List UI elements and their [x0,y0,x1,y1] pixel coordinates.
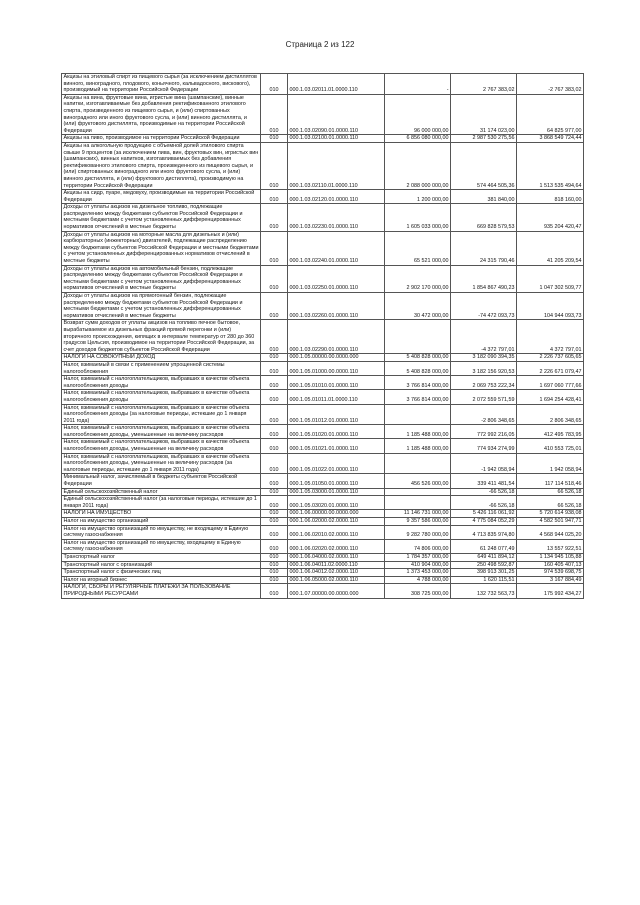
row-code-cell: 010 [261,94,288,135]
row-kbk-cell: 000.1.03.02230.01.0000.110 [288,204,385,231]
row-kbk-cell: 000.1.05.01022.01.0000.110 [288,453,385,474]
row-kbk-cell: 000.1.05.01050.01.0000.110 [288,474,385,488]
row-code-cell: 010 [261,231,288,265]
row-diff-cell: 1 513 535 494,64 [517,142,584,189]
row-diff-cell: 41 205 209,54 [517,231,584,265]
row-kbk-cell: 000.1.03.02260.01.0000.110 [288,293,385,320]
revenue-table [61,73,584,599]
row-diff-cell: 4 372 797,01 [517,320,584,354]
table-row [62,190,584,204]
row-diff-cell: 104 944 093,73 [517,293,584,320]
row-kbk-cell: 000.1.03.02250.01.0000.110 [288,265,385,292]
row-code-cell: 010 [261,135,288,143]
table-row [62,518,584,526]
row-name-cell: Акцизы на алкогольную продукцию с объемной долей этилового спирта свыше 9 процентов (за исключением пива, вин, фруктовых вин, игристых вин (шампанских), винных напитков, изготавливаемых без добавления ректификованного этилового спирта, произведенного из пищевого сырья, и (или) спиртованных виноградного или иного фруктового сусла, и (или) винного дистиллята, и (или) фруктового дистиллята), производимую на территории Российской Федерации [62,142,261,189]
row-plan-cell [385,453,451,474]
row-code-cell: 010 [261,439,288,453]
row-fact-cell: 24 315 790,46 [451,231,517,265]
row-fact-cell: -66 526,18 [451,488,517,496]
table-row [62,553,584,561]
row-kbk-cell: 000.1.05.00000.00.0000.000 [288,354,385,362]
row-code-cell: 010 [261,404,288,425]
row-code-cell: 010 [261,561,288,569]
row-plan-cell: 9 282 780 000,00 [385,525,451,539]
table-row [62,135,584,143]
row-fact-cell: 774 934 274,99 [451,439,517,453]
table-row [62,496,584,510]
row-code-cell: 010 [261,584,288,598]
row-diff-cell: 2 806 348,65 [517,404,584,425]
table-row [62,231,584,265]
row-fact-cell: 2 069 753 222,34 [451,376,517,390]
row-code-cell: 010 [261,525,288,539]
row-diff-cell: 974 539 698,75 [517,569,584,577]
row-plan-cell: 2 088 000 000,00 [385,142,451,189]
table-row [62,361,584,375]
row-name-cell: Доходы от уплаты акцизов на автомобильный бензин, подлежащие распределению между бюджетами субъектов Российской Федерации и местными бюджетами с учетом установленных дифференцированных нормативов отчислений в местные бюджеты [62,265,261,292]
row-name-cell: Налог на игорный бизнес [62,576,261,584]
row-name-cell: Единый сельскохозяйственный налог [62,488,261,496]
row-name-cell: Налог, взимаемый с налогоплательщиков, выбравших в качестве объекта налогообложения доходы, уменьшенные на величину расходов [62,439,261,453]
row-diff-cell: 2 226 671 079,47 [517,361,584,375]
row-fact-cell: -1 942 058,94 [451,453,517,474]
row-code-cell: 010 [261,496,288,510]
row-plan-cell: 2 902 170 000,00 [385,265,451,292]
row-plan-cell: 6 856 080 000,00 [385,135,451,143]
row-plan-cell: 65 521 000,00 [385,231,451,265]
row-code-cell: 010 [261,390,288,404]
row-name-cell: Налог, взимаемый с налогоплательщиков, выбравших в качестве объекта налогообложения доходы, уменьшенные на величину расходов [62,425,261,439]
row-code-cell: 010 [261,320,288,354]
row-kbk-cell: 000.1.03.02120.01.0000.110 [288,190,385,204]
row-fact-cell: 3 182 156 920,53 [451,361,517,375]
table-row [62,404,584,425]
row-fact-cell: 1 854 867 490,23 [451,265,517,292]
row-diff-cell: 1 697 060 777,66 [517,376,584,390]
row-plan-cell: 11 146 731 000,00 [385,510,451,518]
row-fact-cell: 669 828 579,53 [451,204,517,231]
row-name-cell: Акцизы на сидр, пуаре, медовуху, производимые на территории Российской Федерации [62,190,261,204]
row-fact-cell: 31 174 023,00 [451,94,517,135]
row-name-cell: Налог, взимаемый в связи с применением упрощенной системы налогообложения [62,361,261,375]
row-code-cell: 010 [261,142,288,189]
row-kbk-cell: 000.1.06.02010.02.0000.110 [288,525,385,539]
table-row [62,510,584,518]
row-fact-cell: -74 472 093,73 [451,293,517,320]
row-kbk-cell: 000.1.06.02020.02.0000.110 [288,539,385,553]
row-plan-cell: 1 185 488 000,00 [385,425,451,439]
row-fact-cell: 2 987 530 275,56 [451,135,517,143]
row-diff-cell: 4 582 501 947,71 [517,518,584,526]
row-diff-cell: 1 134 945 105,88 [517,553,584,561]
table-row [62,453,584,474]
table-row [62,74,584,95]
row-fact-cell: 339 411 481,54 [451,474,517,488]
row-plan-cell: 1 784 357 000,00 [385,553,451,561]
row-plan-cell [385,404,451,425]
row-diff-cell: 5 720 614 938,08 [517,510,584,518]
row-fact-cell: 3 182 090 394,35 [451,354,517,362]
row-code-cell: 010 [261,569,288,577]
row-diff-cell: 935 204 420,47 [517,204,584,231]
row-plan-cell [385,488,451,496]
row-code-cell: 010 [261,539,288,553]
row-diff-cell: 64 825 977,00 [517,94,584,135]
table-row [62,539,584,553]
row-diff-cell: 13 557 922,51 [517,539,584,553]
row-plan-cell: 3 766 814 000,00 [385,390,451,404]
row-kbk-cell: 000.1.03.02240.01.0000.110 [288,231,385,265]
row-code-cell: 010 [261,453,288,474]
row-name-cell: НАЛОГИ, СБОРЫ И РЕГУЛЯРНЫЕ ПЛАТЕЖИ ЗА ПОЛЬЗОВАНИЕ ПРИРОДНЫМИ РЕСУРСАМИ [62,584,261,598]
row-fact-cell: 2 072 559 571,59 [451,390,517,404]
row-plan-cell: 308 725 000,00 [385,584,451,598]
row-code-cell: 010 [261,425,288,439]
row-name-cell: Транспортный налог [62,553,261,561]
row-plan-cell: 4 788 000,00 [385,576,451,584]
row-code-cell: 010 [261,553,288,561]
row-diff-cell: -2 767 383,02 [517,74,584,95]
row-fact-cell: -2 806 348,65 [451,404,517,425]
table-row [62,94,584,135]
row-diff-cell: 66 526,18 [517,488,584,496]
row-fact-cell: 4 775 084 052,29 [451,518,517,526]
row-diff-cell: 175 992 434,27 [517,584,584,598]
row-fact-cell: 5 426 116 061,92 [451,510,517,518]
row-diff-cell: 3 868 549 724,44 [517,135,584,143]
table-row [62,474,584,488]
row-kbk-cell: 000.1.05.01021.01.0000.110 [288,439,385,453]
row-diff-cell: 2 226 737 605,65 [517,354,584,362]
row-code-cell: 010 [261,510,288,518]
row-diff-cell: 1 942 058,94 [517,453,584,474]
table-row [62,488,584,496]
table-row [62,525,584,539]
row-diff-cell: 4 568 944 025,20 [517,525,584,539]
row-kbk-cell: 000.1.05.01020.01.0000.110 [288,425,385,439]
row-fact-cell: 132 732 563,73 [451,584,517,598]
row-code-cell: 010 [261,190,288,204]
table-row [62,320,584,354]
table-row [62,376,584,390]
table-row [62,354,584,362]
row-plan-cell: 74 806 000,00 [385,539,451,553]
table-row [62,576,584,584]
row-fact-cell: 772 992 216,05 [451,425,517,439]
row-name-cell: Налог на имущество организаций [62,518,261,526]
row-name-cell: Налог, взимаемый с налогоплательщиков, выбравших в качестве объекта налогообложения доходы [62,376,261,390]
table-row [62,569,584,577]
table-row [62,142,584,189]
row-name-cell: Доходы от уплаты акцизов на прямогонный бензин, подлежащие распределению между бюджетами субъектов Российской Федерации и местными бюджетами с учетом установленных дифференцированных нормативов отчислений в местные бюджеты [62,293,261,320]
row-fact-cell: 381 840,00 [451,190,517,204]
row-code-cell: 010 [261,518,288,526]
row-kbk-cell: 000.1.06.00000.00.0000.000 [288,510,385,518]
row-kbk-cell: 000.1.05.01000.00.0000.110 [288,361,385,375]
row-name-cell: Единый сельскохозяйственный налог (за налоговые периоды, истекшие до 1 января 2011 года) [62,496,261,510]
row-name-cell: Налог, взимаемый с налогоплательщиков, выбравших в качестве объекта налогообложения доходы (за налоговые периоды, истекшие до 1 января 2011 года) [62,404,261,425]
row-plan-cell: 30 472 000,00 [385,293,451,320]
row-fact-cell: 1 620 115,51 [451,576,517,584]
row-kbk-cell: 000.1.05.03020.01.0000.110 [288,496,385,510]
row-plan-cell: 5 408 828 000,00 [385,354,451,362]
row-kbk-cell: 000.1.05.01012.01.0000.110 [288,404,385,425]
table-row [62,204,584,231]
row-code-cell: 010 [261,361,288,375]
row-kbk-cell: 000.1.05.01011.01.0000.110 [288,390,385,404]
row-plan-cell: 456 526 000,00 [385,474,451,488]
row-name-cell: Акцизы на пиво, производимое на территории Российской Федерации [62,135,261,143]
row-code-cell: 010 [261,74,288,95]
table-row [62,390,584,404]
table-row [62,439,584,453]
row-fact-cell: 61 248 077,49 [451,539,517,553]
row-code-cell: 010 [261,474,288,488]
table-row [62,425,584,439]
row-kbk-cell: 000.1.03.02011.01.0000.110 [288,74,385,95]
row-plan-cell [385,496,451,510]
row-kbk-cell: 000.1.06.04012.02.0000.110 [288,569,385,577]
row-fact-cell: 4 713 835 974,80 [451,525,517,539]
row-name-cell: Налог, взимаемый с налогоплательщиков, выбравших в качестве объекта налогообложения доходы, уменьшенные на величину расходов (за налоговые периоды, истекшие до 1 января 2011 года) [62,453,261,474]
row-kbk-cell: 000.1.06.04011.02.0000.110 [288,561,385,569]
row-code-cell: 010 [261,354,288,362]
row-kbk-cell: 000.1.05.01010.01.0000.110 [288,376,385,390]
row-name-cell: Доходы от уплаты акцизов на моторные масла для дизельных и (или) карбюраторных (инжекторных) двигателей, подлежащие распределению между бюджетами субъектов Российской Федерации и местными бюджетами с учетом установленных дифференцированных нормативов отчислений в местные бюджеты [62,231,261,265]
table-row [62,293,584,320]
row-plan-cell: 96 000 000,00 [385,94,451,135]
row-kbk-cell: 000.1.05.03000.01.0000.110 [288,488,385,496]
table-row [62,265,584,292]
row-fact-cell: 574 464 505,36 [451,142,517,189]
row-code-cell: 010 [261,576,288,584]
row-diff-cell: 117 114 518,46 [517,474,584,488]
row-code-cell: 010 [261,265,288,292]
row-kbk-cell: 000.1.03.02100.01.0000.110 [288,135,385,143]
row-plan-cell: 410 904 000,00 [385,561,451,569]
row-fact-cell: 649 411 894,12 [451,553,517,561]
row-name-cell: Минимальный налог, зачисляемый в бюджеты субъектов Российской Федерации [62,474,261,488]
row-code-cell: 010 [261,376,288,390]
row-name-cell: Налог на имущество организаций по имуществу, входящему в Единую систему газоснабжения [62,539,261,553]
row-kbk-cell: 000.1.06.05000.02.0000.110 [288,576,385,584]
row-kbk-cell: 000.1.06.04000.02.0000.110 [288,553,385,561]
row-name-cell: Налог, взимаемый с налогоплательщиков, выбравших в качестве объекта налогообложения доходы [62,390,261,404]
row-diff-cell: 1 047 302 509,77 [517,265,584,292]
row-fact-cell: 398 913 301,25 [451,569,517,577]
row-name-cell: Акцизы на вина, фруктовые вина, игристые вина (шампанские), винные напитки, изготавливаемые без добавления ректификованного этилового спирта, произведенного из пищевого сырья, и (или) спиртованных виноградного или иного фруктового сусла, и (или) винного дистиллята, и (или) фруктового дистиллята, производимые на территории Российской Федерации [62,94,261,135]
row-code-cell: 010 [261,204,288,231]
row-kbk-cell: 000.1.06.02000.02.0000.110 [288,518,385,526]
row-plan-cell: 3 766 814 000,00 [385,376,451,390]
row-fact-cell: -66 526,18 [451,496,517,510]
row-diff-cell: 3 167 884,49 [517,576,584,584]
row-code-cell: 010 [261,488,288,496]
table-row [62,561,584,569]
row-name-cell: Акцизы на этиловый спирт из пищевого сырья (за исключением дистиллятов винного, виноградного, плодового, коньячного, кальвадосного, вискового), производимый на территории Российской Федерации [62,74,261,95]
row-diff-cell: 818 160,00 [517,190,584,204]
row-name-cell: Доходы от уплаты акцизов на дизельное топливо, подлежащие распределению между бюджетами субъектов Российской Федерации и местными бюджетами с учетом установленных дифференцированных нормативов отчислений в местные бюджеты [62,204,261,231]
row-code-cell: 010 [261,293,288,320]
row-kbk-cell: 000.1.03.02090.01.0000.110 [288,94,385,135]
row-fact-cell: -4 372 797,01 [451,320,517,354]
row-diff-cell: 1 694 254 428,41 [517,390,584,404]
row-name-cell: НАЛОГИ НА СОВОКУПНЫЙ ДОХОД [62,354,261,362]
row-fact-cell: 2 767 383,02 [451,74,517,95]
row-kbk-cell: 000.1.03.02110.01.0000.110 [288,142,385,189]
row-kbk-cell: 000.1.03.02290.01.0000.110 [288,320,385,354]
page-number-header: Страница 2 из 122 [285,40,355,49]
row-name-cell: Возврат сумм доходов от уплаты акцизов на топливо печное бытовое, вырабатываемое из дизельных фракций прямой перегонки и (или) вторичного происхождения, кипящих в интервале температур от 280 до 360 градусов Цельсия, производимое на территории Российской Федерации, за счет доходов бюджетов субъектов Российской Федерации [62,320,261,354]
row-plan-cell: 1 185 488 000,00 [385,439,451,453]
row-name-cell: Транспортный налог с организаций [62,561,261,569]
row-name-cell: Налог на имущество организаций по имуществу, не входящему в Единую систему газоснабжения [62,525,261,539]
row-diff-cell: 410 553 725,01 [517,439,584,453]
row-diff-cell: 66 526,18 [517,496,584,510]
row-diff-cell: 412 495 783,95 [517,425,584,439]
row-fact-cell: 250 498 592,87 [451,561,517,569]
row-kbk-cell: 000.1.07.00000.00.0000.000 [288,584,385,598]
row-plan-cell: 5 408 828 000,00 [385,361,451,375]
row-name-cell: Транспортный налог с физических лиц [62,569,261,577]
row-diff-cell: 160 405 407,13 [517,561,584,569]
row-plan-cell [385,320,451,354]
row-plan-cell: - [385,74,451,95]
row-plan-cell: 1 605 033 000,00 [385,204,451,231]
row-plan-cell: 1 200 000,00 [385,190,451,204]
row-plan-cell: 1 373 453 000,00 [385,569,451,577]
table-row [62,584,584,598]
row-plan-cell: 9 357 586 000,00 [385,518,451,526]
row-name-cell: НАЛОГИ НА ИМУЩЕСТВО [62,510,261,518]
